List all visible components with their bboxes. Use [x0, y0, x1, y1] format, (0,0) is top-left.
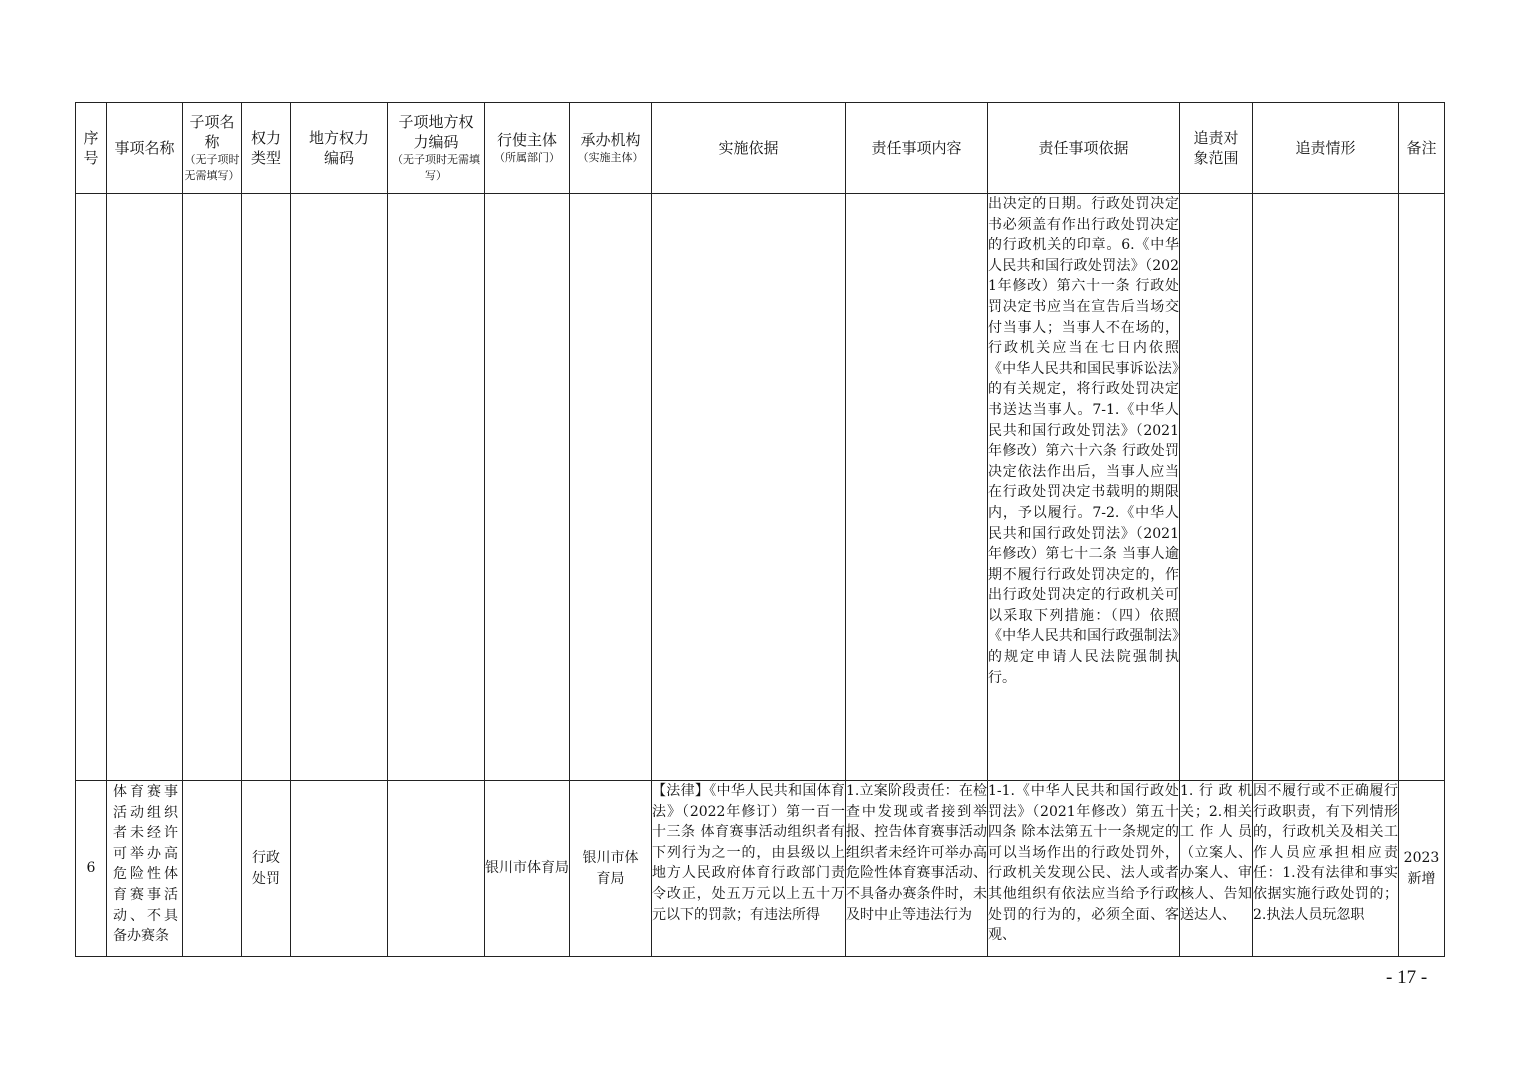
cell-duty-basis: 1-1.《中华人民共和国行政处罚法》（2021年修改）第五十四条 除本法第五十一条规定的可以当场作出的行政处罚外，行政机关发现公民、法人或者其他组织有依法应当给予行政处罚的行为的，必须全面、客观、 [988, 781, 1180, 957]
cell-seq: 6 [76, 781, 107, 957]
header-agency-note: （实施主体） [577, 151, 644, 164]
header-subject [485, 103, 570, 194]
cell-remark [1399, 194, 1445, 781]
table-row-continued [76, 194, 1445, 781]
cell-scope [1180, 194, 1253, 781]
header-agency-label: 承办机构 [580, 131, 641, 149]
cell-duty-content: 1.立案阶段责任：在检查中发现或者接到举报、控告体育赛事活动组织者未经许可举办高危险性体育赛事活动、不具备办赛条件时，未及时中止等违法行为 [846, 781, 988, 957]
header-scope: 追责对象范围 [1180, 103, 1253, 194]
header-row [76, 103, 1445, 194]
header-seq: 序号 [76, 103, 107, 194]
cell-sub-local-code [388, 781, 485, 957]
cell-accountability [1253, 194, 1399, 781]
cell-power-type: 行政处罚 [242, 781, 291, 957]
header-accountability: 追责情形 [1253, 103, 1399, 194]
cell-sub-local-code [388, 194, 485, 781]
cell-basis: 【法律】《中华人民共和国体育法》（2022年修订）第一百一十三条 体育赛事活动组织者有下列行为之一的，由县级以上地方人民政府体育行政部门责令改正，处五万元以上五十万元以下的罚款；有违法所得 [652, 781, 846, 957]
header-local-code: 地方权力编码 [291, 103, 388, 194]
cell-local-code [291, 781, 388, 957]
cell-scope: 1.行政机关；2.相关工作人员（立案人、办案人、审核人、告知送达人、 [1180, 781, 1253, 957]
cell-agency: 银川市体育局 [570, 781, 652, 957]
header-agency [570, 103, 652, 194]
cell-sub-item-name [183, 781, 242, 957]
table-row [76, 781, 1445, 957]
header-sub-item-name [183, 103, 242, 194]
cell-sub-item-name [183, 194, 242, 781]
cell-duty-basis: 出决定的日期。行政处罚决定书必须盖有作出行政处罚决定的行政机关的印章。6.《中华人民共和国行政处罚法》（2021年修改）第六十一条 行政处罚决定书应当在宣告后当场交付当事人；当事人不在场的，行政机关应当在七日内依照《中华人民共和国民事诉讼法》的有关规定，将行政处罚决定书送达当事人。7-1.《中华人民共和国行政处罚法》（2021年修改）第六十六条 行政处罚决定依法作出后，当事人应当在行政处罚决定书载明的期限内，予以履行。7-2.《中华人民共和国行政处罚法》（2021年修改）第七十二条 当事人逾期不履行行政处罚决定的，作出行政处罚决定的行政机关可以采取下列措施：（四）依照《中华人民共和国行政强制法》的规定申请人民法院强制执行。 [988, 194, 1180, 781]
cell-item-name [107, 194, 183, 781]
cell-subject: 银川市体育局 [485, 781, 570, 957]
cell-duty-content [846, 194, 988, 781]
cell-remark: 2023新增 [1399, 781, 1445, 957]
cell-agency [570, 194, 652, 781]
header-remark: 备注 [1399, 103, 1445, 194]
cell-accountability: 因不履行或不正确履行行政职责，有下列情形的，行政机关及相关工作人员应承担相应责任：1.没有法律和事实依据实施行政处罚的；2.执法人员玩忽职 [1253, 781, 1399, 957]
cell-seq [76, 194, 107, 781]
header-sub-local-code [388, 103, 485, 194]
page-number: - 17 - [1386, 967, 1428, 988]
cell-local-code [291, 194, 388, 781]
header-subject-note: （所属部门） [494, 151, 560, 164]
cell-power-type [242, 194, 291, 781]
cell-subject [485, 194, 570, 781]
header-sub-local-code-label: 子项地方权力编码 [398, 113, 474, 151]
header-duty-content: 责任事项内容 [846, 103, 988, 194]
header-sub-item-name-label: 子项名称 [189, 113, 235, 151]
power-list-table [75, 102, 1445, 957]
cell-basis [652, 194, 846, 781]
header-basis: 实施依据 [652, 103, 846, 194]
header-duty-basis: 责任事项依据 [988, 103, 1180, 194]
header-sub-item-name-note: （无子项时无需填写） [184, 153, 240, 182]
header-sub-local-code-note: （无子项时无需填写） [392, 153, 480, 182]
header-item-name: 事项名称 [107, 103, 183, 194]
header-power-type: 权力类型 [242, 103, 291, 194]
cell-item-name: 体育赛事活动组织者未经许可举办高危险性体育赛事活动、不具备办赛条 [107, 781, 183, 957]
header-subject-label: 行使主体 [496, 131, 557, 149]
